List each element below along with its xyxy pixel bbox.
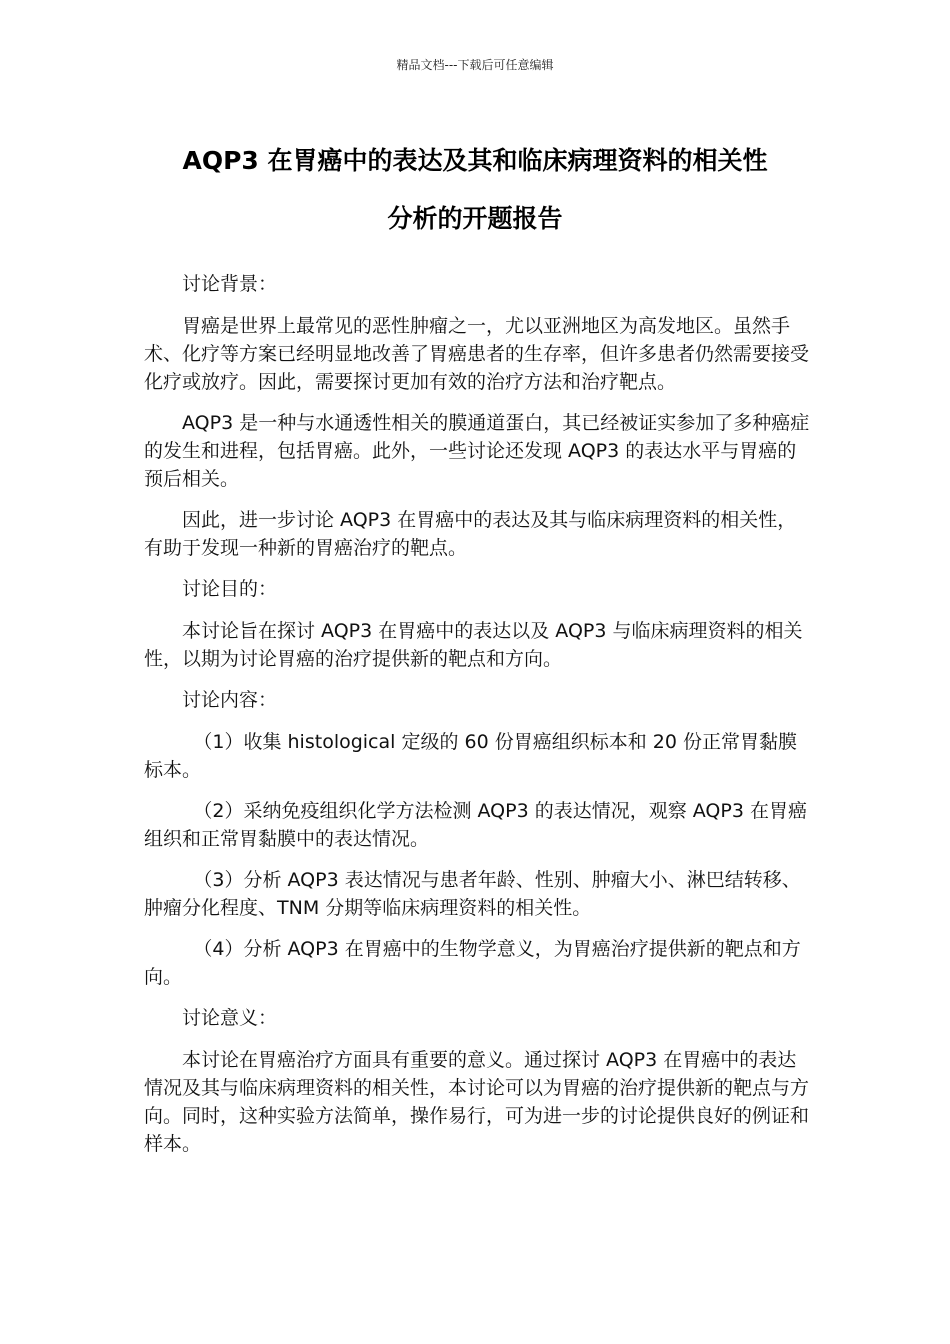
- content-item-2: （2）采纳免疫组织化学方法检测 AQP3 的表达情况，观察 AQP3 在胃癌组织和正常胃黏膜中的表达情况。: [144, 800, 807, 850]
- page-header: 精品文档---下载后可任意编辑: [396, 58, 554, 72]
- document-body: [144, 270, 810, 1171]
- section-heading-background: 讨论背景：: [182, 273, 278, 295]
- title-line-1: AQP3 在胃癌中的表达及其和临床病理资料的相关性: [182, 146, 768, 175]
- title-line-2: 分析的开题报告: [387, 204, 563, 233]
- section-heading-significance: 讨论意义：: [182, 1007, 278, 1029]
- content-item-4: （4）分析 AQP3 在胃癌中的生物学意义，为胃癌治疗提供新的靶点和方向。: [144, 938, 801, 988]
- paragraph-background-3: 因此，进一步讨论 AQP3 在胃癌中的表达及其与临床病理资料的相关性，有助于发现一种新的胃癌治疗的靶点。: [144, 509, 797, 559]
- paragraph-background-1: 胃癌是世界上最常见的恶性肿瘤之一，尤以亚洲地区为高发地区。虽然手术、化疗等方案已经明显地改善了胃癌患者的生存率，但许多患者仍然需要接受化疗或放疗。因此，需要探讨更加有效的治疗方法和治疗靶点。: [144, 315, 810, 393]
- content-item-3: （3）分析 AQP3 表达情况与患者年龄、性别、肿瘤大小、淋巴结转移、肿瘤分化程度、TNM 分期等临床病理资料的相关性。: [144, 869, 801, 919]
- content-item-1: （1）收集 histological 定级的 60 份胃癌组织标本和 20 份正常胃黏膜标本。: [144, 731, 797, 781]
- paragraph-purpose: 本讨论旨在探讨 AQP3 在胃癌中的表达以及 AQP3 与临床病理资料的相关性，以期为讨论胃癌的治疗提供新的靶点和方向。: [144, 620, 803, 670]
- section-heading-purpose: 讨论目的：: [182, 578, 278, 600]
- paragraph-background-2: AQP3 是一种与水通透性相关的膜通道蛋白，其已经被证实参加了多种癌症的发生和进程，包括胃癌。此外，一些讨论还发现 AQP3 的表达水平与胃癌的预后相关。: [144, 412, 810, 490]
- section-heading-content: 讨论内容：: [182, 689, 278, 711]
- document-title: [110, 132, 840, 248]
- paragraph-significance: 本讨论在胃癌治疗方面具有重要的意义。通过探讨 AQP3 在胃癌中的表达情况及其与临床病理资料的相关性，本讨论可以为胃癌的治疗提供新的靶点与方向。同时，这种实验方法简单，操作易行，可为进一步的讨论提供良好的例证和样本。: [144, 1049, 810, 1155]
